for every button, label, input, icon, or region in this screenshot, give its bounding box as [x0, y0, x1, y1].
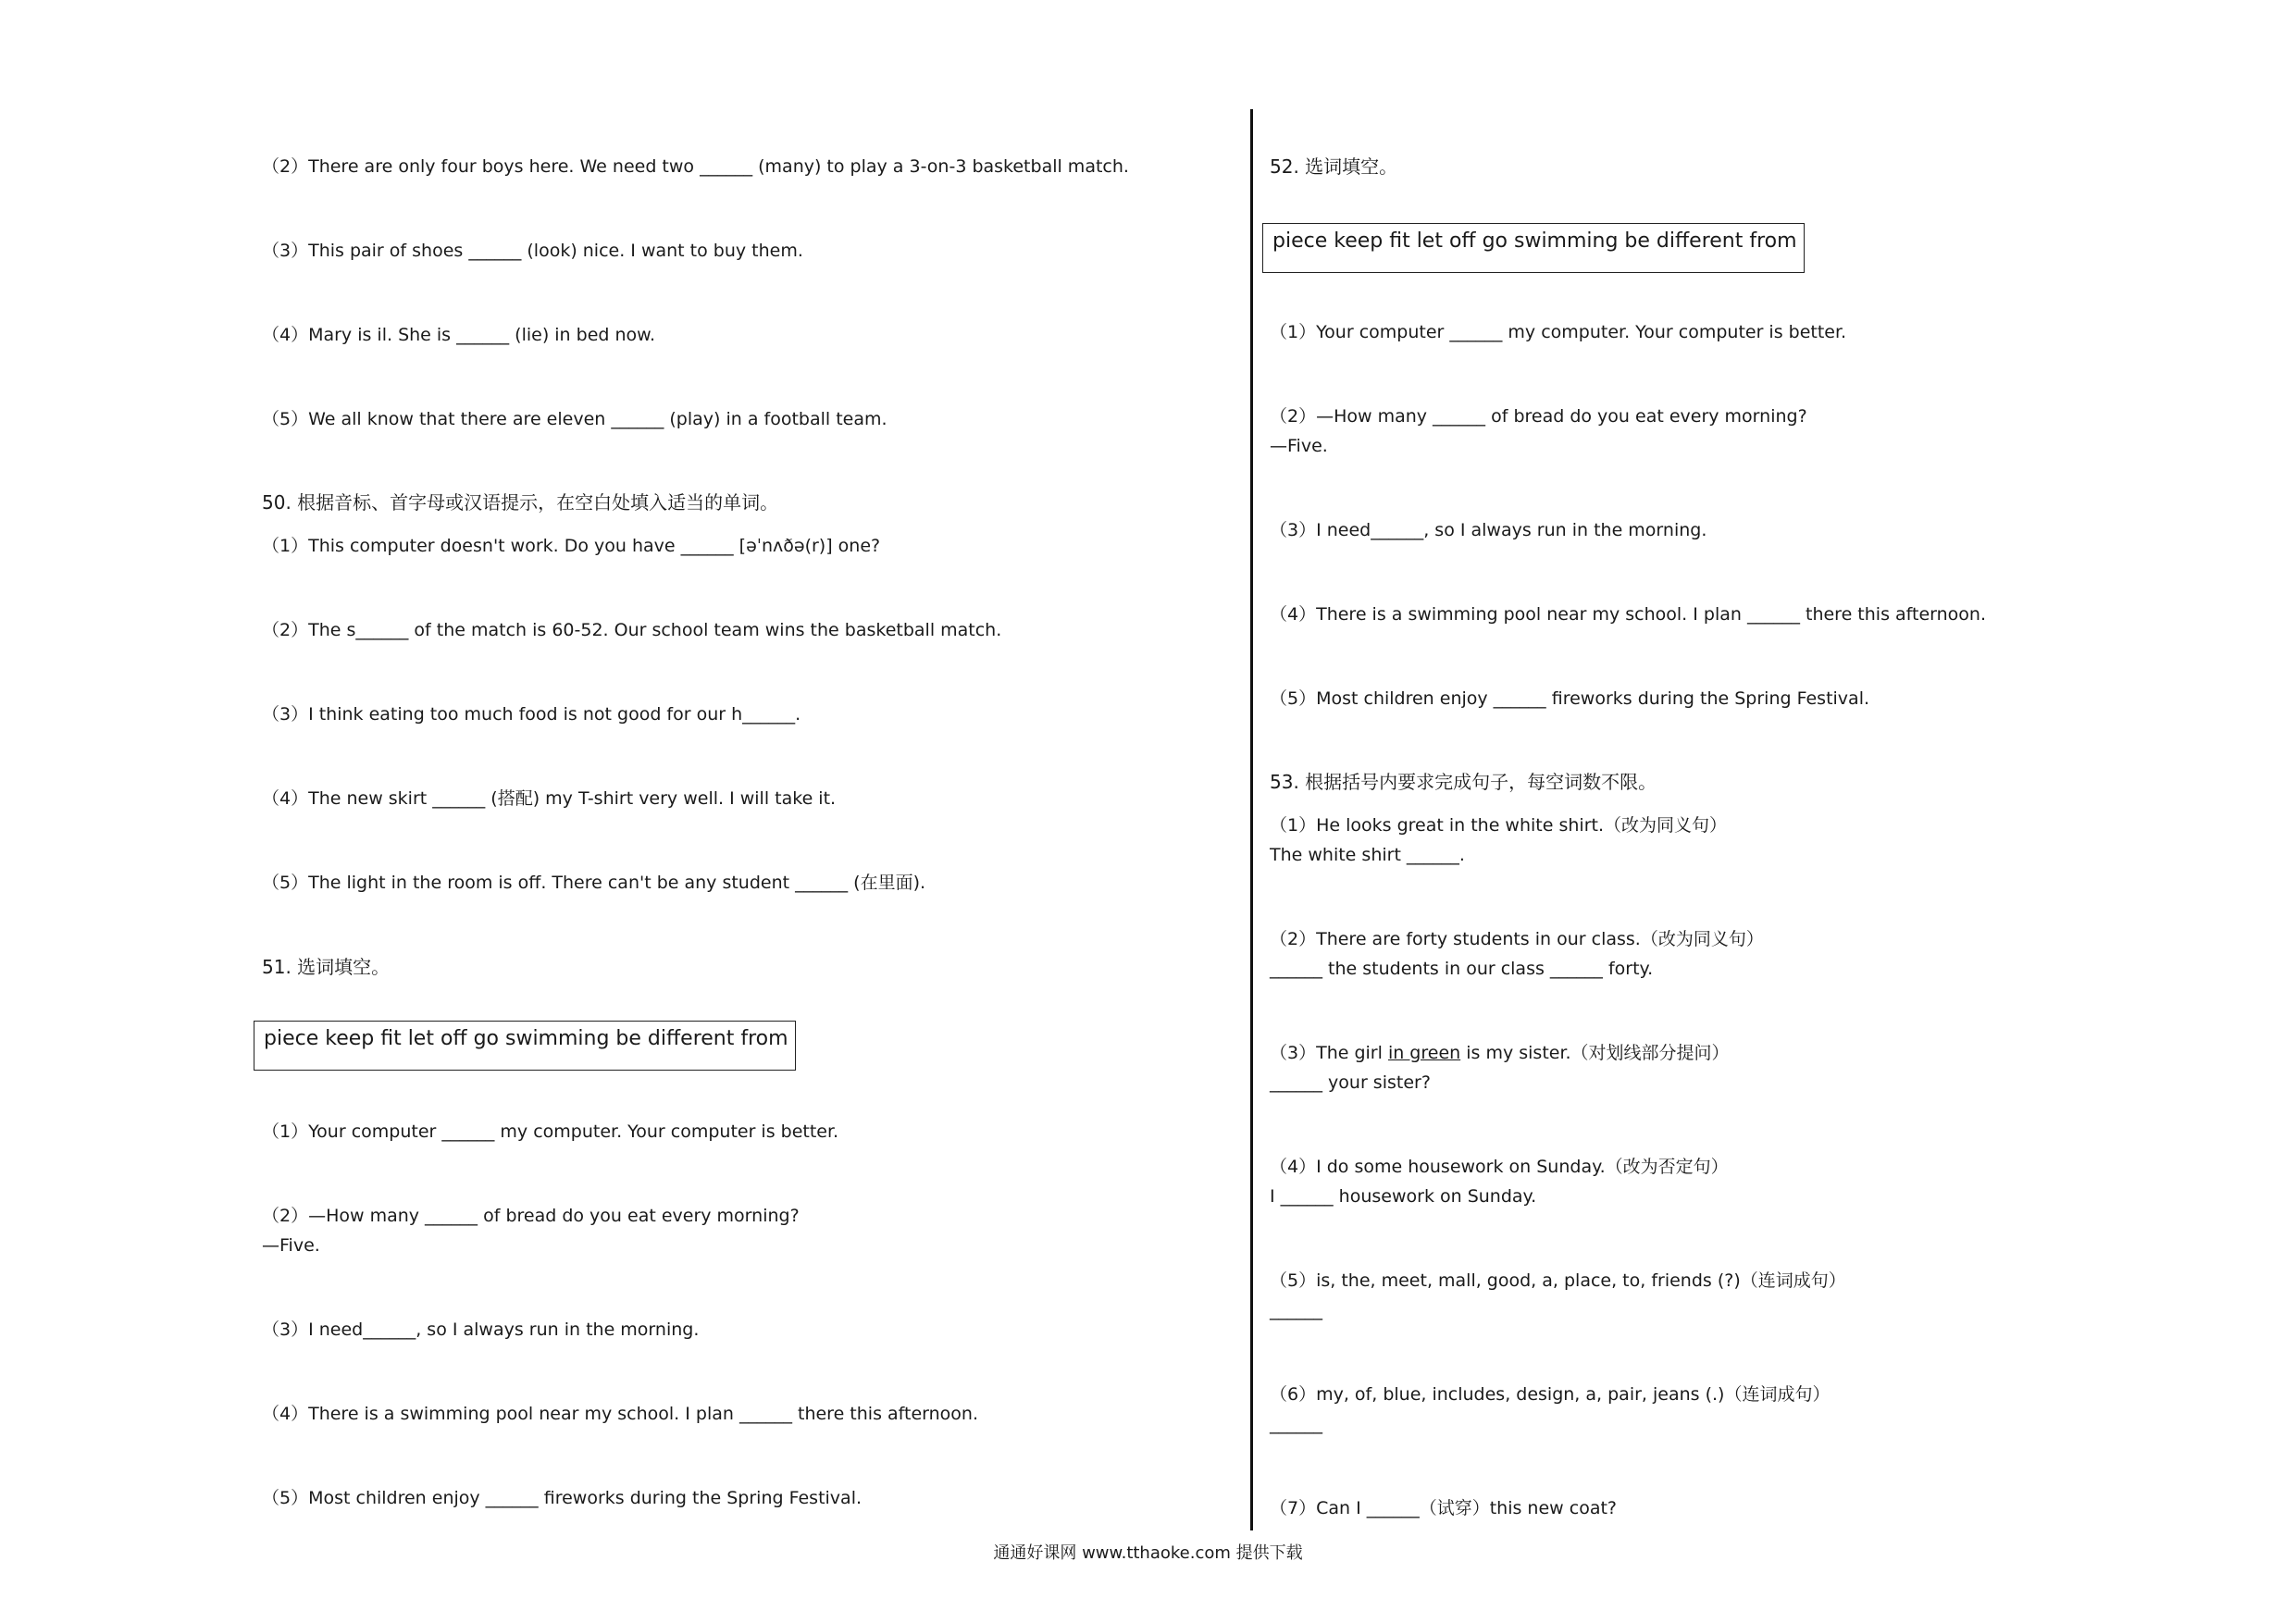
q52-item-2: （2）—How many ______ of bread do you eat every morning? — [1270, 406, 1807, 427]
q52-item-1: （1）Your computer ______ my computer. Your computer is better. — [1270, 322, 1847, 342]
q53-item-2: （2）There are forty students in our class.（改为同义句） — [1270, 929, 1764, 949]
q53-item-3-blank: ______ your sister? — [1270, 1072, 1431, 1093]
q51-title: 51. 选词填空。 — [262, 956, 391, 978]
q50-item-2: （2）The s______ of the match is 60-52. Our school team wins the basketball match. — [262, 620, 1002, 640]
column-divider — [1250, 109, 1253, 1530]
q53-item-3-suffix: is my sister.（对划线部分提问） — [1460, 1043, 1730, 1063]
q53-item-4: （4）I do some housework on Sunday.（改为否定句） — [1270, 1157, 1729, 1177]
q52-item-4: （4）There is a swimming pool near my school. I plan ______ there this afternoon. — [1270, 604, 1986, 625]
q51-item-4: （4）There is a swimming pool near my school. I plan ______ there this afternoon. — [262, 1404, 978, 1424]
q53-item-4-blank: I ______ housework on Sunday. — [1270, 1186, 1537, 1207]
q49-item-5: （5）We all know that there are eleven ______ (play) in a football team. — [262, 409, 887, 429]
q51-item-1: （1）Your computer ______ my computer. Your computer is better. — [262, 1121, 839, 1142]
q49-item-4: （4）Mary is il. She is ______ (lie) in bed now. — [262, 325, 655, 345]
q53-item-6-blank: ______ — [1270, 1414, 1322, 1434]
q53-item-7: （7）Can I ______（试穿）this new coat? — [1270, 1498, 1617, 1518]
q51-item-2: （2）—How many ______ of bread do you eat every morning? — [262, 1206, 800, 1226]
q50-item-4: （4）The new skirt ______ (搭配) my T-shirt very well. I will take it. — [262, 788, 837, 809]
q53-item-3-underlined: in green — [1387, 1043, 1461, 1063]
q53-title: 53. 根据括号内要求完成句子，每空词数不限。 — [1270, 771, 1657, 793]
q53-item-3-prefix: （3）The girl — [1270, 1043, 1388, 1063]
q52-item-2-answer: —Five. — [1270, 436, 1328, 456]
q51-item-5: （5）Most children enjoy ______ fireworks during the Spring Festival. — [262, 1488, 863, 1508]
q52-title: 52. 选词填空。 — [1270, 155, 1398, 178]
q53-item-6: （6）my, of, blue, includes, design, a, pair, jeans (.)（连词成句） — [1270, 1384, 1831, 1405]
q51-word-box: piece keep fit let off go swimming be different from — [254, 1021, 796, 1071]
q53-item-1-blank: The white shirt ______. — [1270, 845, 1465, 865]
q53-item-3 — [1270, 1042, 1730, 1064]
q50-item-1: （1）This computer doesn't work. Do you have ______ [əˈnʌðə(r)] one? — [262, 536, 881, 556]
q51-item-2-answer: —Five. — [262, 1235, 320, 1256]
q49-item-3: （3）This pair of shoes ______ (look) nice. I want to buy them. — [262, 241, 803, 261]
q52-word-box: piece keep fit let off go swimming be different from — [1262, 223, 1805, 273]
q50-item-3: （3）I think eating too much food is not good for our h______. — [262, 704, 801, 725]
q49-item-2: （2）There are only four boys here. We need two ______ (many) to play a 3-on-3 basketball match. — [262, 156, 1129, 177]
q52-item-3: （3）I need______, so I always run in the morning. — [1270, 520, 1707, 540]
q51-item-3: （3）I need______, so I always run in the morning. — [262, 1319, 700, 1340]
q53-item-5-blank: ______ — [1270, 1300, 1322, 1320]
page-footer: 通通好课网 www.tthaoke.com 提供下载 — [993, 1543, 1303, 1563]
q53-item-2-blank: ______ the students in our class ______ forty. — [1270, 959, 1654, 979]
q53-item-5: （5）is, the, meet, mall, good, a, place, to, friends (?)（连词成句） — [1270, 1270, 1846, 1291]
q52-item-5: （5）Most children enjoy ______ fireworks during the Spring Festival. — [1270, 688, 1870, 709]
q53-item-1: （1）He looks great in the white shirt.（改为同义句） — [1270, 815, 1727, 836]
q50-item-5: （5）The light in the room is off. There can't be any student ______ (在里面). — [262, 873, 926, 893]
q50-title: 50. 根据音标、首字母或汉语提示，在空白处填入适当的单词。 — [262, 491, 779, 514]
